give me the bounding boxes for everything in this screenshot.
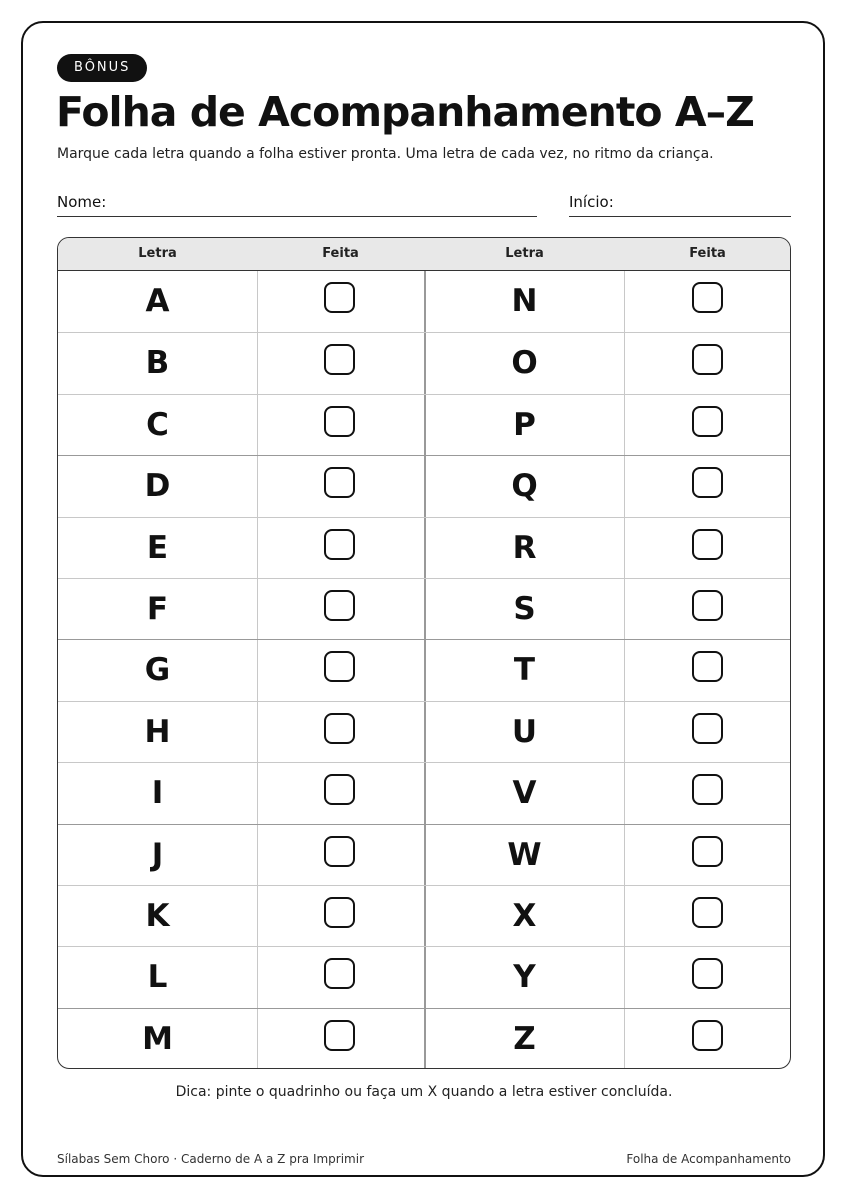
done-checkbox[interactable] <box>692 529 723 560</box>
table-row <box>58 762 790 823</box>
page-title: Folha de Acompanhamento A–Z <box>56 88 754 136</box>
done-checkbox[interactable] <box>692 897 723 928</box>
done-checkbox[interactable] <box>692 282 723 313</box>
done-checkbox[interactable] <box>324 529 355 560</box>
table-row <box>58 824 790 885</box>
letter-cell: M <box>142 1020 173 1057</box>
letter-cell: J <box>151 836 164 873</box>
letter-cell: L <box>147 959 168 996</box>
done-checkbox[interactable] <box>324 651 355 682</box>
table-row <box>58 578 790 639</box>
letter-cell: N <box>511 283 538 319</box>
letter-cell: G <box>144 652 171 689</box>
letter-cell: D <box>144 468 171 505</box>
letter-cell: R <box>512 529 537 566</box>
table-row <box>58 517 790 578</box>
table-row <box>58 394 790 455</box>
bonus-badge: BÔNUS <box>57 54 147 82</box>
letter-cell: I <box>151 775 164 812</box>
letter-cell: Z <box>513 1020 536 1057</box>
done-checkbox[interactable] <box>692 467 723 498</box>
done-checkbox[interactable] <box>692 1020 723 1051</box>
letter-cell: X <box>512 898 537 934</box>
done-checkbox[interactable] <box>324 774 355 805</box>
done-checkbox[interactable] <box>324 897 355 928</box>
letter-cell: K <box>145 898 170 934</box>
letter-cell: Y <box>513 959 536 996</box>
start-label: Início: <box>569 193 614 211</box>
letter-cell: Q <box>511 468 538 505</box>
table-row <box>58 455 790 516</box>
name-field[interactable] <box>57 193 537 217</box>
letter-cell: F <box>146 591 169 627</box>
letter-cell: U <box>511 713 538 750</box>
done-checkbox[interactable] <box>324 1020 355 1051</box>
table-row <box>58 885 790 946</box>
table-header <box>58 238 790 271</box>
start-field[interactable] <box>569 193 791 217</box>
done-checkbox[interactable] <box>324 467 355 498</box>
letter-cell: B <box>145 345 170 382</box>
header-letter-right: Letra <box>505 246 544 261</box>
tip-text: Dica: pinte o quadrinho ou faça um X quando a letra estiver concluída. <box>175 1084 673 1100</box>
done-checkbox[interactable] <box>324 590 355 621</box>
done-checkbox[interactable] <box>692 590 723 621</box>
table-row <box>58 1008 790 1069</box>
footer-right: Folha de Acompanhamento <box>626 1152 791 1166</box>
tracking-table <box>57 237 791 1069</box>
letter-cell: P <box>513 406 536 443</box>
letter-cell: H <box>144 713 171 750</box>
done-checkbox[interactable] <box>692 836 723 867</box>
letter-cell: T <box>513 652 536 689</box>
table-row <box>58 701 790 762</box>
done-checkbox[interactable] <box>692 344 723 375</box>
letter-cell: C <box>146 406 169 443</box>
letter-cell: V <box>512 775 537 812</box>
letter-cell: S <box>513 591 536 627</box>
header-done-left: Feita <box>322 246 359 261</box>
table-row <box>58 271 790 332</box>
done-checkbox[interactable] <box>324 344 355 375</box>
done-checkbox[interactable] <box>692 713 723 744</box>
header-done-right: Feita <box>689 246 726 261</box>
table-row <box>58 639 790 700</box>
letter-cell: A <box>145 283 170 319</box>
page-subtitle: Marque cada letra quando a folha estiver pronta. Uma letra de cada vez, no ritmo da criança. <box>57 146 714 162</box>
done-checkbox[interactable] <box>692 774 723 805</box>
done-checkbox[interactable] <box>692 651 723 682</box>
done-checkbox[interactable] <box>692 406 723 437</box>
done-checkbox[interactable] <box>324 713 355 744</box>
letter-cell: E <box>146 529 169 566</box>
done-checkbox[interactable] <box>324 406 355 437</box>
done-checkbox[interactable] <box>324 282 355 313</box>
done-checkbox[interactable] <box>324 836 355 867</box>
done-checkbox[interactable] <box>324 958 355 989</box>
letter-cell: W <box>507 836 542 873</box>
letter-cell: O <box>511 345 538 382</box>
table-row <box>58 332 790 393</box>
footer-left: Sílabas Sem Choro · Caderno de A a Z pra Imprimir <box>57 1152 365 1166</box>
table-row <box>58 946 790 1007</box>
header-letter-left: Letra <box>138 246 177 261</box>
name-label: Nome: <box>57 193 107 211</box>
done-checkbox[interactable] <box>692 958 723 989</box>
